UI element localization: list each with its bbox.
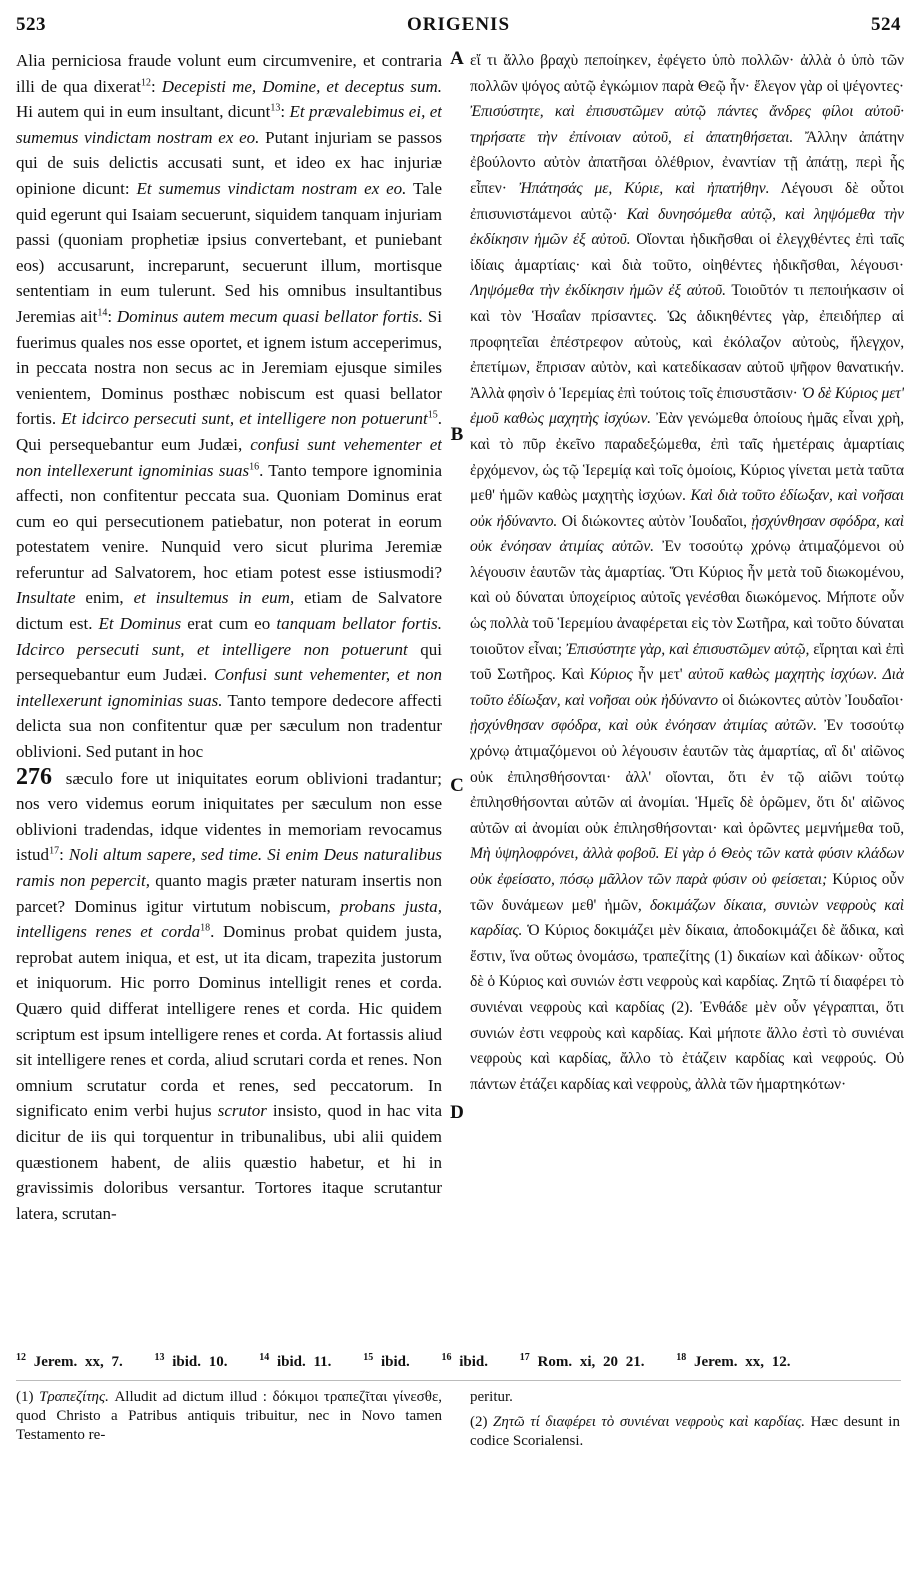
latin-column — [16, 48, 442, 1348]
footnotes-left — [16, 1388, 442, 1451]
right-page-number: 524 — [871, 14, 901, 35]
reference-item: $^{16}$ ibid. — [441, 1352, 488, 1370]
footnotes-right — [470, 1388, 900, 1457]
scripture-references — [16, 1352, 901, 1371]
margin-marker-d: D — [450, 1102, 464, 1123]
running-title: ORIGENIS — [406, 14, 511, 35]
left-page-number: 523 — [16, 14, 46, 35]
footnote-1-continued: peritur. — [470, 1389, 513, 1405]
reference-item: $^{15}$ ibid. — [363, 1352, 410, 1370]
running-header — [16, 14, 901, 44]
reference-item: $^{17}$ Rom. xi, 20 21. — [519, 1352, 645, 1370]
reference-item: $^{12}$ Jerem. xx, 7. — [16, 1352, 123, 1370]
greek-text: εἴ τι ἄλλο βραχὺ πεποίηκεν, ἐφέγετο ὑπὸ πολλῶν· ἀλλὰ ὁ ὑπὸ τῶν πολλῶν ψόγος αὐτῷ ἐγκώμιον παρὰ Θεῷ ἦν· ἔλεγον γὰρ οἱ ψέγοντες· Ἐπισύστητε, καὶ ἐπισυστῶμεν αὐτῷ πάντες ἄνδρες φίλοι αὐτοῦ· τηρήσατε τὴν ἐπίνοιαν αὐτοῦ, εἰ ἀπατηθήσεται. Ἄλλην ἀπάτην ἐβούλοντο αὐτὸν ἀπατῆσαι ὀλέθριον, ἐναντίαν τῇ ἀπάτῃ, περὶ ἧς εἶπεν· Ἠπάτησάς με, Κύριε, καὶ ἠπατήθην. Λέγουσι δὲ οὗτοι ἐπισυνιστάμενοι αὐτῷ· Καὶ δυνησόμεθα αὐτῷ, καὶ ληψόμεθα τὴν ἐκδίκησιν ἡμῶν ἐξ αὐτοῦ. Οἴονται ἠδικῆσθαι οἱ ἐλεγχθέντες ἐπὶ ταῖς ἰδίαις ἁμαρτίαις· καὶ διὰ τοῦτο, οἰηθέντες ἠδικῆσθαι, λέγουσι· Ληψόμεθα τὴν ἐκδίκησιν ἡμῶν ἐξ αὐτοῦ. Τοιοῦτόν τι πεποιήκασιν οἱ καὶ τὸν Ἡσαΐαν πρίσαντες. Ὡς ἀδικηθέντες γὰρ, ἐπειδήπερ αἱ προφητεῖαι ἐπέστρεφον αὐτοὺς, καὶ ἐκόλαζον αὐτοὺς, ἤλεγχον, ἐπετίμων, ἔπρισαν αὐτὸν, καὶ κατεδίκασαν αὐτοῦ ψῆφον θανατικήν. Ἀλλὰ φησὶν ὁ Ἱερεμίας ἐπὶ τούτοις τοῖς ἐπισυστᾶσιν· Ὁ δὲ Κύριος μετ' ἐμοῦ καθὼς μαχητὴς ἰσχύων. Ἐὰν γενώμεθα ὁποίους ἡμᾶς εἶναι χρὴ, καὶ τὸ πῦρ ἐκεῖνο παραδεξώμεθα, ἐπὶ ταῖς ἡμετέραις ἁμαρτίαις ἐρχόμενον, ὡς τῷ Ἱερεμίᾳ καὶ τοῖς ὁμοίοις, Κύριος γίνεται μετὰ ταῦτα μεθ' ἡμῶν καθὼς μαχητὴς ἰσχύων. Καὶ διὰ τοῦτο ἐδίωξαν, καὶ νοῆσαι οὐκ ἠδύναντο. Οἱ διώκοντες αὐτὸν Ἰουδαῖοι, ᾐσχύνθησαν σφόδρα, καὶ οὐκ ἐνόησαν ἀτιμίας αὐτῶν. Ἐν τοσούτῳ χρόνῳ ἀτιμαζόμενοι οὐ λέγουσιν ἑαυτῶν τὰς ἁμαρτίας. Ὅτι Κύριος ἦν μετὰ τοῦ διωκομένου, καὶ οὐ δύναται ὑποχείριος αὐτοῖς γενέσθαι διωκόμενος. Μήποτε οὖν ὡς πολλὰ τοῦ Ἱερεμίου ἀναφέρεται εἰς τὸν Σωτῆρα, καὶ τοῦτο δύναται τοιοῦτον εἶναι; Ἐπισύστητε γὰρ, καὶ ἐπισυστῶμεν αὐτῷ, εἴρηται καὶ ἐπὶ τοῦ Σωτῆρος. Καὶ Κύριος ἦν μετ' αὐτοῦ καθὼς μαχητὴς ἰσχύων. Διὰ τοῦτο ἐδίωξαν, καὶ νοῆσαι οὐκ ἠδύναντο οἱ διώκοντες αὐτὸν Ἰουδαῖοι· ᾐσχύνθησαν σφόδρα, καὶ οὐκ ἐνόησαν ἀτιμίας αὐτῶν. Ἐν τοσούτῳ χρόνῳ ἀτιμαζόμενοι οὐ λέγουσιν ἑαυτῶν τὰς ἁμαρτίας, αἳ δι' αἰῶνος οὐκ ἐπιλησθήσονται· ἀλλ' οἴονται, ὅτι ἐν τῷ αἰῶνι τούτῳ ἐπιλησθήσονται αὐτῶν αἱ ἀνομίαι. Ἡμεῖς δὲ ὁρῶμεν, ὅτι δι' αἰῶνος αὐτῶν αἱ ἀνομίαι οὐκ ἐπιλησθήσονται· καὶ ὁρῶντες μεμνήμεθα τοῦ, Μὴ ὑψηλοφρόνει, ἀλλὰ φοβοῦ. Εἰ γὰρ ὁ Θεὸς τῶν κατὰ φύσιν κλάδων οὐκ ἐφείσατο, πόσῳ μᾶλλον τῶν παρὰ φύσιν οὐ φείσεται; Κύριος οὖν τῶν δυνάμεων μεθ' ἡμῶν, δοκιμάζων δίκαια, συνιὼν νεφροὺς καὶ καρδίας. Ὁ Κύριος δοκιμάζει μὲν δίκαια, ἀποδοκιμάζει δὲ ἄδικα, καὶ ἔστιν, ἵνα οὕτως ὀνομάσω, τραπεζίτης (1) δικαίων καὶ ἀδίκων· οὗτος δὲ ὁ Κύριος καὶ συνιών ἐστι νεφροὺς καὶ καρδίας. Ζητῶ τί διαφέρει τὸ συνιέναι νεφροὺς καὶ καρδίας (2). Ἐνθάδε μὲν οὖν γέγραπται, ὅτι συνιών ἐστι νεφροὺς καὶ καρδίας. Καὶ μήποτε ἄλλο ἐστὶ τὸ συνιέναι νεφροὺς καὶ καρδίας, ἄλλο τὸ ἐτάζειν καρδίας καὶ νεφρούς. Οὐ πάντων ἐτάζει καρδίας καὶ νεφροὺς, ἀλλὰ τῶν ἡμαρτηκότων· — [470, 52, 904, 1093]
reference-item: $^{18}$ Jerem. xx, 12. — [676, 1352, 791, 1370]
greek-column — [470, 48, 904, 1348]
footnote-divider — [16, 1380, 901, 1381]
footnote-1: (1) Τραπεζίτης. Alludit ad dictum illud : δόκιμοι τραπεζῖται γίνεσθε, quod Christo a Patribus antiquis tribuitur, nec in Novo tamen Testamento re- — [16, 1389, 442, 1443]
margin-marker-a: A — [450, 48, 464, 69]
latin-text: Alia perniciosa fraude volunt eum circumvenire, et contraria illi de qua dixerat$^{12}$: Decepisti me, Domine, et deceptus sum. Hi autem qui in eum insultant, dicunt$^{13}$: Et prævalebimus ei, et sumemus vindictam nostram ex eo. Putant injuriam se passos qui de suis delictis accusati sunt, et ideo ex hac injuriæ opinione dicunt: Et sumemus vindictam nostram ex eo. Tale quid egerunt qui Isaiam secuerunt, siquidem tanquam injuriam passi (quoniam prophetiæ ipsius convertebant, et puniebant eos) accusarunt, increparunt, secuerunt illum, mortisque sententiam in eum tulerunt. Sed his omnibus insultantibus Jeremias ait$^{14}$: Dominus autem mecum quasi bellator fortis. Si fuerimus quales nos esse oportet, et ignem istum acceperimus, in peccata nostra non secus ac in Jeremiam ejusque similes venientem, Dominus posthæc nobiscum est quasi bellator fortis. Et idcirco persecuti sunt, et intelligere non potuerunt$^{15}$. Qui persequebantur eum Judæi, confusi sunt vehementer et non intellexerunt ignominias suas$^{16}$. Tanto tempore ignominia affecti, non confitentur peccata sua. Quoniam Dominus erat cum eo qui persecutionem patiebatur, non poterat in eorum potestatem venire. Nunquid vero sicut plurima Jeremiæ referuntur ad Salvatorem, hoc etiam potest esse istiusmodi? Insultate enim, et insultemus in eum, etiam de Salvatore dictum est. Et Dominus erat cum eo tanquam bellator fortis. Idcirco persecuti sunt, et intelligere non potuerunt qui persequebantur eum Judæi. Confusi sunt vehementer, et non intellexerunt ignominias suas. Tanto tempore dedecore affecti delicta sua non confitentur quæ per sæculum non tradentur oblivioni. Sed putant in hoc 276 sæculo fore ut iniquitates eorum oblivioni tradantur; nos vero videmus eorum iniquitates per sæculum non esse oblivioni tradendas, idque videntes in memoriam revocamus istud$^{17}$: Noli altum sapere, sed time. Si enim Deus naturalibus ramis non pepercit, quanto magis præter naturam insertis non parcet? Dominus igitur virtutum nobiscum, probans justa, intelligens renes et corda$^{18}$. Dominus probat quidem justa, reprobat autem iniqua, et est, ut ita dicam, trapezita justorum et iniquorum. Hic porro Dominus intelligit renes et corda. Quæro quid differat intelligere renes et corda. Hic quidem scriptum est ipsum intelligere renes et corda. At fortassis aliud sit intelligere renes et corda, aliud scrutari corda et renes. Non omnium scrutatur corda et renes, sed peccatorum. In significato enim verbi hujus scrutor insisto, quod in hac vita dicitur de iis qui torquentur in tribunalibus, ubi alii quidem quæstionem habent, de aliis quæstio habetur, et hi in gravissimis doloribus versantur. Tortores itaque scrutantur latera, scrutan- — [16, 51, 442, 1223]
margin-marker-c: C — [450, 775, 464, 796]
reference-item: $^{13}$ ibid. 10. — [154, 1352, 228, 1370]
margin-marker-b: B — [450, 424, 464, 445]
reference-item: $^{14}$ ibid. 11. — [259, 1352, 332, 1370]
footnote-2: (2) Ζητῶ τί διαφέρει τὸ συνιέναι νεφροὺς καὶ καρδίας. Hæc desunt in codice Scorialensi. — [470, 1414, 900, 1449]
column-number: 276 — [16, 763, 52, 790]
